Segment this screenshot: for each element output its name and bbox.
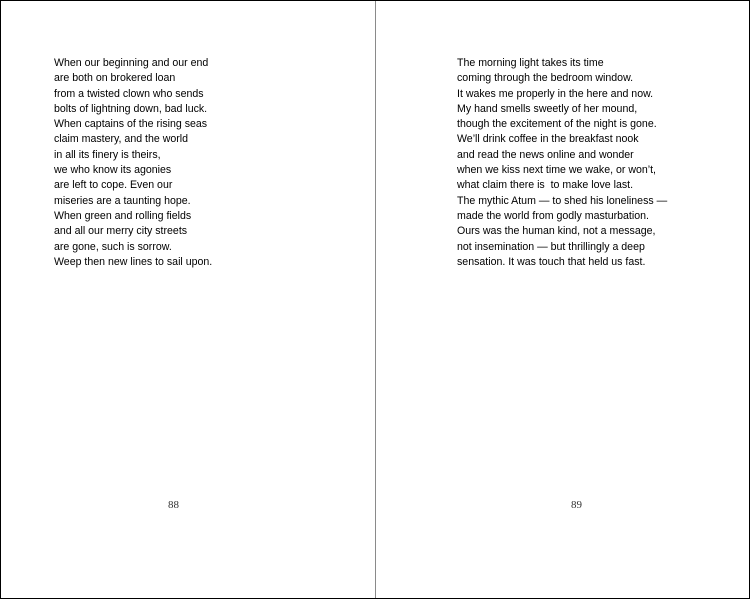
poem-line: what claim there is to make love last. [457, 179, 634, 192]
poem-line: claim mastery, and the world [54, 133, 189, 146]
poem-line: not insemination — but thrillingly a deep [457, 240, 645, 253]
poem-line: When captains of the rising seas [54, 118, 208, 131]
poem-line: It wakes me properly in the here and now. [457, 87, 654, 100]
poem-line: We’ll drink coffee in the breakfast nook [457, 133, 639, 146]
poem-line: miseries are a taunting hope. [54, 194, 191, 207]
left-poem [54, 56, 212, 270]
poem-line: in all its finery is theirs, [54, 148, 161, 161]
poem-line: are both on brokered loan [54, 72, 176, 85]
poem-line: are gone, such is sorrow. [54, 240, 172, 253]
left-page [1, 1, 375, 598]
right-page [376, 1, 749, 598]
poem-line: and read the news online and wonder [457, 148, 634, 161]
poem-line: though the excitement of the night is gone. [457, 118, 657, 131]
page-number-left: 88 [168, 499, 179, 511]
poem-line: The morning light takes its time [457, 57, 604, 69]
poem-line: made the world from godly masturbation. [457, 209, 649, 222]
poem-line: we who know its agonies [54, 164, 172, 177]
poem-line: are left to cope. Even our [54, 179, 173, 192]
poem-line: sensation. It was touch that held us fast. [457, 255, 646, 268]
poem-line: My hand smells sweetly of her mound, [457, 102, 638, 115]
poem-line: and all our merry city streets [54, 225, 188, 238]
page-number-right: 89 [571, 499, 582, 511]
poem-line: The mythic Atum — to shed his loneliness — [457, 194, 668, 207]
poem-line: when we kiss next time we wake, or won’t, [457, 164, 657, 177]
poem-line: from a twisted clown who sends [54, 87, 204, 100]
right-poem [457, 56, 667, 270]
poem-line: When green and rolling fields [54, 209, 192, 222]
poem-line: coming through the bedroom window. [457, 72, 634, 85]
poem-line: bolts of lightning down, bad luck. [54, 102, 208, 115]
poem-line: Weep then new lines to sail upon. [54, 255, 213, 268]
poem-line: When our beginning and our end [54, 57, 209, 69]
poem-line: Ours was the human kind, not a message, [457, 225, 656, 238]
